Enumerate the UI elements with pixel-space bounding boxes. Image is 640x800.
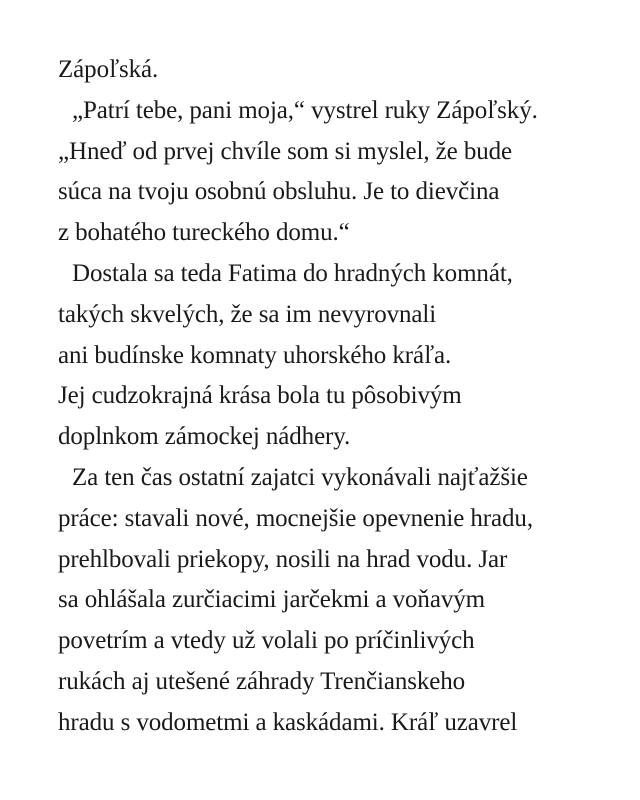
text-line: práce: stavali nové, mocnejšie opevnenie hradu,	[58, 504, 533, 532]
text-line: súca na tvoju osobnú obsluhu. Je to dievčina	[58, 178, 500, 206]
text-line: Za ten čas ostatní zajatci vykonávali najťažšie	[72, 463, 528, 491]
text-line: takých skvelých, že sa im nevyrovnali	[58, 300, 437, 328]
text-line: Jej cudzokrajná krása bola tu pôsobivým	[58, 382, 462, 410]
text-line: ani budínske komnaty uhorského kráľa.	[58, 341, 452, 369]
text-line: prehlbovali priekopy, nosili na hrad vodu. Jar	[58, 545, 508, 573]
text-line: doplnkom zámockej nádhery.	[58, 423, 351, 451]
text-line: Dostala sa teda Fatima do hradných komnát,	[72, 259, 513, 287]
text-line: hradu s vodometmi a kaskádami. Kráľ uzavrel	[58, 708, 518, 736]
text-line: „Patrí tebe, pani moja,“ vystrel ruky Zápoľský.	[72, 96, 538, 124]
text-line: povetrím a vtedy už volali po príčinlivých	[58, 627, 475, 655]
text-line: Zápoľská.	[58, 56, 159, 83]
page-text	[58, 50, 598, 744]
text-line: rukách aj utešené záhrady Trenčianskeho	[58, 667, 466, 695]
text-line: „Hneď od prvej chvíle som si myslel, že bude	[58, 137, 513, 165]
text-line: z bohatého tureckého domu.“	[58, 219, 350, 247]
text-line: sa ohlášala zurčiacimi jarčekmi a voňavým	[58, 586, 485, 614]
